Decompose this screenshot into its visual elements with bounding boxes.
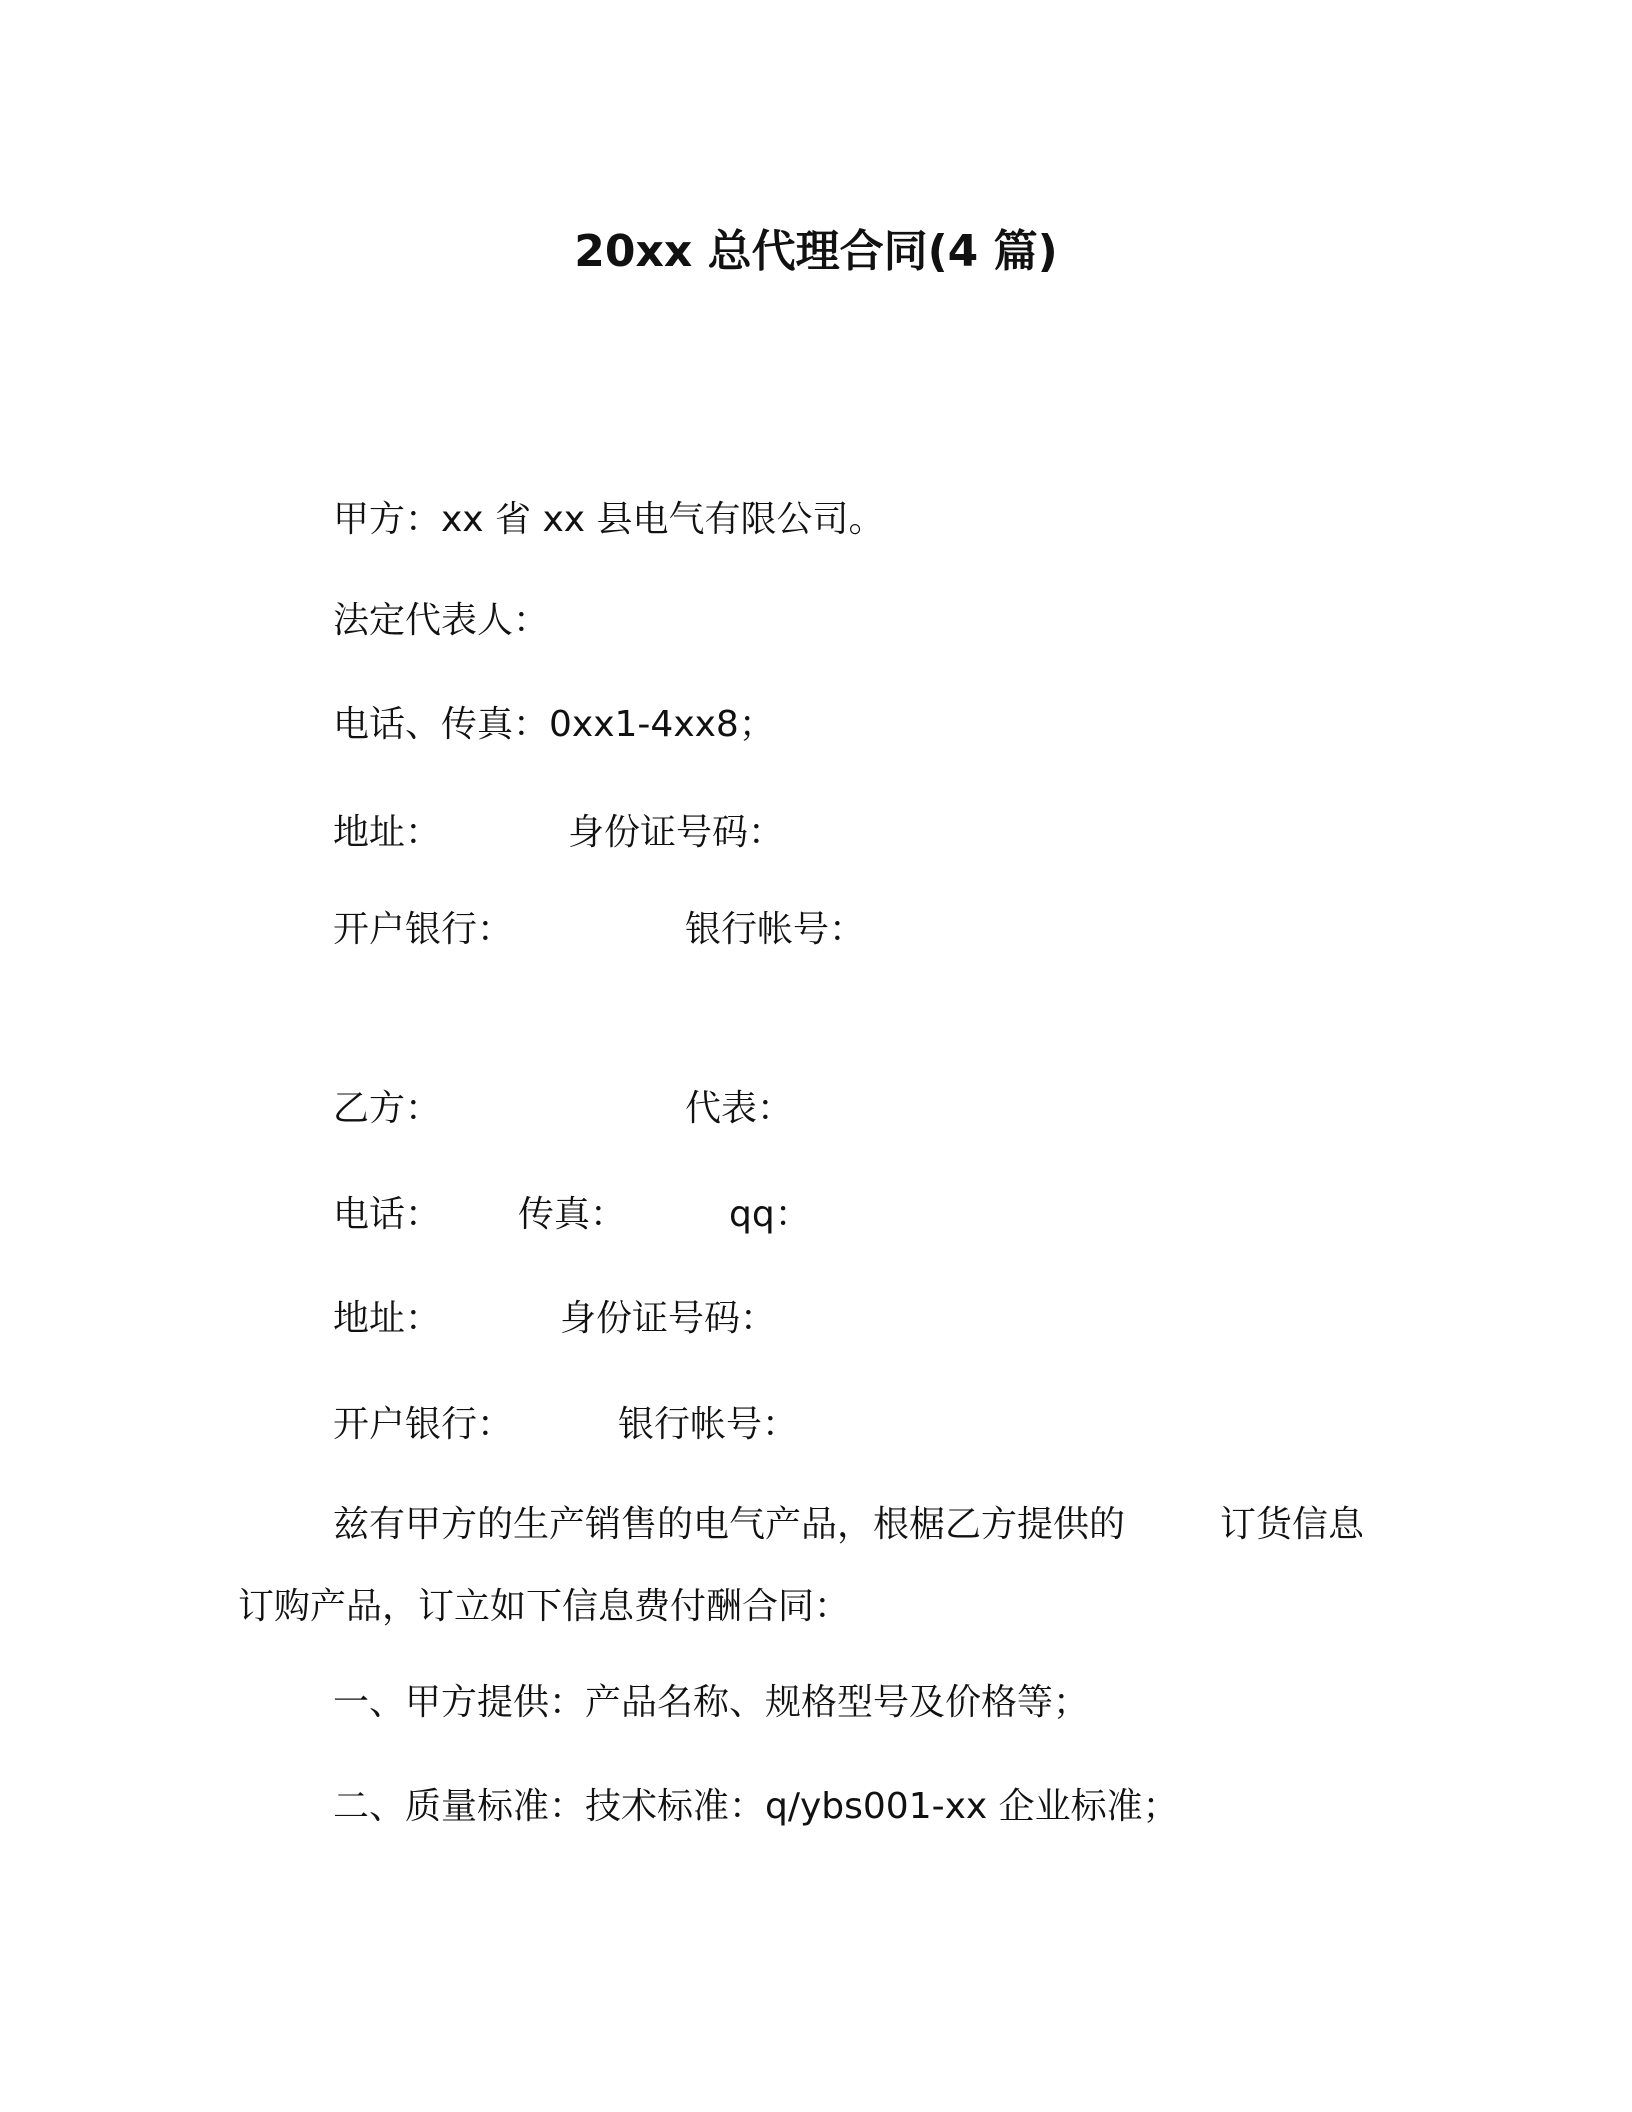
party-b-id-number-label: 身份证号码： (560, 1298, 777, 1339)
party-a-legal-rep-label: 法定代表人： (333, 600, 550, 641)
intro-paragraph-line2: 订购产品，订立如下信息费付酬合同： (238, 1586, 851, 1627)
intro-paragraph-line1-tail: 订货信息 (1220, 1504, 1365, 1545)
party-a-name: 甲方：xx 省 xx 县电气有限公司。 (333, 499, 885, 540)
party-b-bank-label: 开户银行： (333, 1404, 514, 1445)
party-b-rep-label: 代表： (685, 1088, 794, 1129)
party-b-address-label: 地址： (333, 1298, 442, 1339)
party-a-id-number-label: 身份证号码： (568, 812, 785, 853)
party-b-name-label: 乙方： (333, 1088, 442, 1129)
party-a-address-label: 地址： (333, 812, 442, 853)
party-a-account-label: 银行帐号： (685, 909, 866, 950)
party-a-phone-fax: 电话、传真：0xx1-4xx8； (333, 704, 775, 745)
document-title: 20xx 总代理合同(4 篇) (574, 226, 1058, 277)
party-b-fax-label: 传真： (518, 1194, 627, 1235)
party-b-phone-label: 电话： (333, 1194, 442, 1235)
party-a-bank-label: 开户银行： (333, 909, 514, 950)
party-b-qq-label: qq： (729, 1194, 811, 1235)
party-b-account-label: 银行帐号： (618, 1404, 799, 1445)
clause-2: 二、质量标准：技术标准：q/ybs001-xx 企业标准； (333, 1786, 1179, 1827)
intro-paragraph-line1: 兹有甲方的生产销售的电气产品，根椐乙方提供的 (333, 1504, 1126, 1545)
clause-1: 一、甲方提供：产品名称、规格型号及价格等； (333, 1682, 1090, 1723)
